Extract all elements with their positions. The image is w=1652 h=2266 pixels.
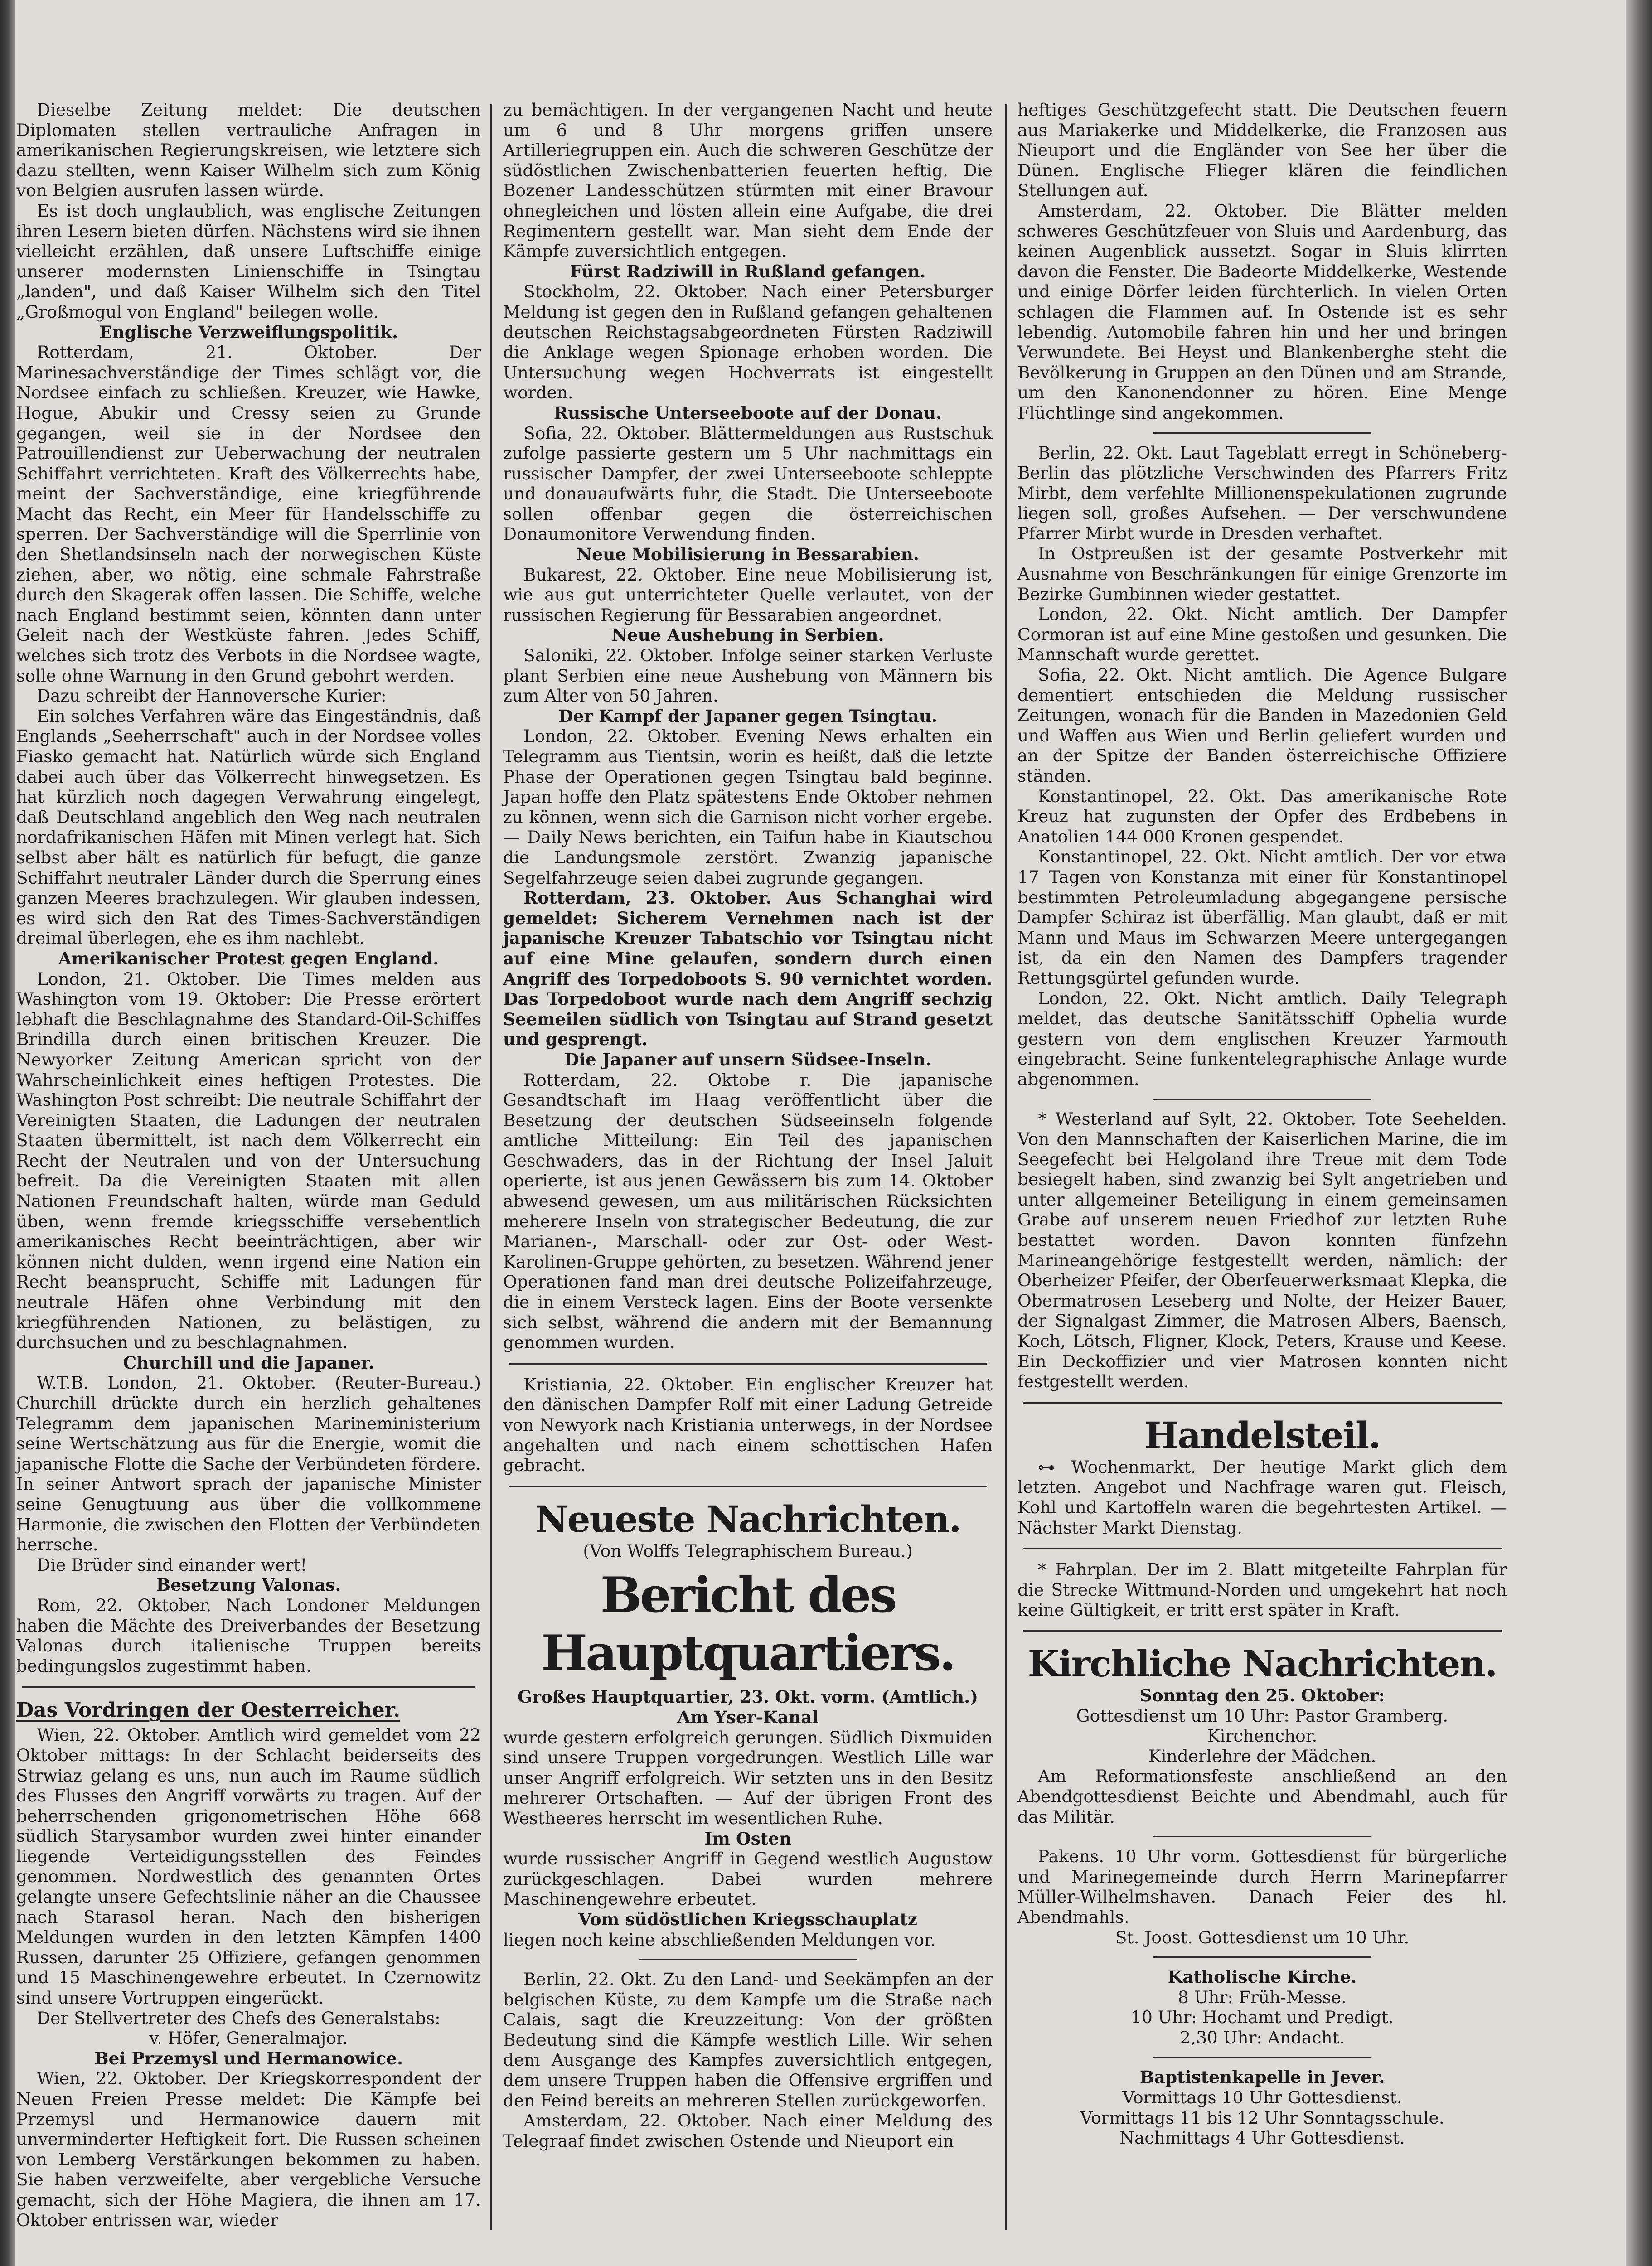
article-paragraph: Stockholm, 22. Oktober. Nach einer Petersburger Meldung ist gegen den in Rußland gefangen gehaltenen deutschen Reichstagsabgeordneten Fürsten Radziwill die Anklage wegen Spionage erhoben worden. Die Untersuchung wegen Hochverrats ist eingestellt worden. — [503, 281, 993, 403]
article-paragraph: Kristiania, 22. Oktober. Ein englischer Kreuzer hat den dänischen Dampfer Rolf mit einer Ladung Getreide von Newyork nach Kristiania unterwegs, in der Nordsee angehalten und nach einem schottischen Hafen gebracht. — [503, 1374, 993, 1476]
divider-rule — [1153, 2057, 1371, 2058]
church-line: Vormittags 11 bis 12 Uhr Sonntagsschule. — [1080, 2107, 1444, 2128]
divider-rule — [1153, 1956, 1371, 1958]
signature-line: v. Höfer, Generalmajor. — [149, 2028, 348, 2048]
divider-rule — [509, 1486, 987, 1487]
article-heading: Besetzung Valonas. — [156, 1575, 341, 1595]
article-paragraph: Ein solches Verfahren wäre das Eingeständnis, daß Englands „Seeherrschaft" auch in der Nordsee volles Fiasko gemacht hat. Natürlich würde sich England dabei auch über das Völkerrecht hinwegsetzen. Es hat kürzlich noch dagegen Verwahrung eingelegt, daß Deutschland angeblich den Weg nach neutralen nordafrikanischen Häfen mit Minen verlegt hat. Sich selbst aber hält es natürlich für befugt, die ganze Schiffahrt neutraler Länder durch die Sperrung eines ganzen Meeres brachzulegen. Wir glauben indessen, es wird sich den Rat des Times-Sachverständigen dreimal überlegen, ehe es ihm nachlebt. — [16, 706, 481, 949]
article-paragraph: Es ist doch unglaublich, was englische Zeitungen ihren Lesern bieten dürfen. Nächstens wird sie ihnen vielleicht erzählen, daß unsere Luftschiffe einige unserer modernsten Linienschiffe in Tsingtau „landen", und daß Kaiser Wilhelm sich den Titel „Großmogul von England" beilegen wolle. — [16, 200, 481, 322]
church-paragraph: Pakens. 10 Uhr vorm. Gottesdienst für bürgerliche und Marinegemeinde durch Herrn Marinepfarrer Müller-Wilhelmshaven. Danach Feier des hl. Abendmahls. — [1017, 1846, 1507, 1927]
article-heading: Am Yser-Kanal — [677, 1707, 819, 1727]
article-heading: Churchill und die Japaner. — [123, 1352, 374, 1373]
article-paragraph: Konstantinopel, 22. Okt. Das amerikanische Rote Kreuz hat zugunsten der Opfer des Erdbebens in Anatolien 144 000 Kronen gespendet. — [1017, 786, 1507, 847]
bericht-heading: Bericht des Hauptquartiers. — [541, 1567, 954, 1682]
church-line: Gottesdienst um 10 Uhr: Pastor Gramberg. — [1076, 1705, 1449, 1726]
article-paragraph: Rotterdam, 22. Oktobe r. Die japanische Gesandtschaft im Haag veröffentlicht über die Besetzung der deutschen Südseeinseln folgende amtliche Mitteilung: Ein Teil des japanischen Geschwaders, das in der Richtung der Insel Jaluit operierte, ist aus jenen Gewässern bis zum 14. Oktober abwesend gewesen, um aus militärischen Rücksichten meherere Inseln von strategischer Bedeutung, die zur Marianen-, Marschall- oder zur Ost- oder West-Karolinen-Gruppe gehörten, zu besetzen. Während jener Operationen fand man drei deutsche Polizeifahrzeuge, die in einem Versteck lagen. Eins der Boote versenkte sich selbst, während die andern mit der Bemannung genommen wurden. — [503, 1070, 993, 1353]
divider-rule — [22, 1686, 475, 1688]
scan-edge-left — [0, 0, 15, 2266]
church-paragraph: Am Reformationsfeste anschließend an den Abendgottesdienst Beichte und Abendmahl, auch für das Militär. — [1017, 1766, 1507, 1827]
divider-rule — [509, 1363, 987, 1365]
church-line: Nachmittags 4 Uhr Gottesdienst. — [1119, 2128, 1405, 2148]
article-paragraph: Sofia, 22. Okt. Nicht amtlich. Die Agence Bulgare dementiert entschieden die Meldung russischer Zeitungen, wonach für die Banden in Mazedonien Geld und Waffen aus Wien und Berlin geliefert wurden und an der Spitze der Banden österreichische Offiziere ständen. — [1017, 665, 1507, 786]
article-paragraph: Berlin, 22. Okt. Laut Tageblatt erregt in Schöneberg-Berlin das plötzliche Verschwinden des Pfarrers Fritz Mirbt, dem verfehlte Millionenspekulationen zugrunde liegen soll, großes Aufsehen. — Der verschwundene Pfarrer Mirbt wurde in Dresden verhaftet. — [1017, 442, 1507, 543]
divider-rule — [1023, 1630, 1502, 1632]
divider-rule — [1023, 1548, 1502, 1549]
section-heading: Das Vordringen der Oesterreicher. — [16, 1699, 401, 1722]
article-paragraph: Sofia, 22. Oktober. Blättermeldungen aus Rustschuk zufolge passierte gestern um 5 Uhr nachmittags ein russischer Dampfer, der zwei Unterseeboote schleppte und donauaufwärts fuhr, die Stadt. Die Unterseeboote sollen offenbar gegen die österreichischen Donaumonitore Verwendung finden. — [503, 423, 993, 544]
divider-rule — [639, 1959, 857, 1960]
church-line: Sonntag den 25. Oktober: — [1139, 1685, 1385, 1705]
article-paragraph: Dieselbe Zeitung meldet: Die deutschen Diplomaten stellen vertrauliche Anfragen in amerikanischen Regierungskreisen, wie letztere sich dazu stellten, wenn Kaiser Wilhelm sich zum König von Belgien ausrufen lassen würde. — [16, 100, 481, 201]
article-heading: Die Japaner auf unsern Südsee-Inseln. — [564, 1049, 931, 1070]
divider-rule — [1153, 1836, 1371, 1837]
column-divider-1 — [490, 104, 492, 2230]
article-paragraph: Amsterdam, 22. Oktober. Die Blätter melden schweres Geschützfeuer von Sluis und Aardenburg, das keinen Augenblick aussetzt. Sogar in Sluis klirrten davon die Fenster. Die Badeorte Middelkerke, Westende und einige Dörfer leiden fürchterlich. In vielen Orten schlagen die Flammen auf. In Ostende ist es sehr lebendig. Automobile fahren hin und her und bringen Verwundete. Bei Heyst und Blankenberghe steht die Bevölkerung in Gruppen an den Dünen und am Strande, um den Kanonendonner zu hören. Eine Menge Flüchtlinge sind angekommen. — [1017, 200, 1507, 423]
article-paragraph: zu bemächtigen. In der vergangenen Nacht und heute um 6 und 8 Uhr morgens griffen unsere Artilleriegruppen ein. Auch die schweren Geschütze der südöstlichen Zwischenbatterien feuerten heftig. Die Bozener Landesschützen stürmten mit einer Bravour ohnegleichen und lösten allein eine Aufgabe, die drei Regimentern gestellt war. Man sieht dem Ende der Kämpfe zuversichtlich entgegen. — [503, 100, 993, 261]
article-paragraph: London, 22. Okt. Nicht amtlich. Der Dampfer Cormoran ist auf eine Mine gestoßen und gesunken. Die Mannschaft wurde gerettet. — [1017, 604, 1507, 665]
article-paragraph: ⊶ Wochenmarkt. Der heutige Markt glich dem letzten. Angebot und Nachfrage waren gut. Fleisch, Kohl und Kartoffeln waren die begehrtesten Artikel. — Nächster Markt Dienstag. — [1017, 1457, 1507, 1538]
article-heading: Fürst Radziwill in Rußland gefangen. — [570, 261, 926, 281]
article-paragraph: Rom, 22. Oktober. Nach Londoner Meldungen haben die Mächte des Dreiverbandes der Besetzung Valonas durch italienische Truppen bereits bedingungslos zugestimmt haben. — [16, 1595, 481, 1676]
article-paragraph: London, 22. Okt. Nicht amtlich. Daily Telegraph meldet, das deutsche Sanitätsschiff Ophelia wurde gestern von dem englischen Kreuzer Yarmouth eingebracht. Seine funkentelegraphische Anlage wurde abgenommen. — [1017, 988, 1507, 1089]
column-2 — [503, 100, 993, 2151]
divider-rule — [1153, 432, 1371, 434]
article-paragraph: Konstantinopel, 22. Okt. Nicht amtlich. Der vor etwa 17 Tagen von Konstanza mit einer für Konstantinopel bestimmten Petroleumladung abgegangene persische Dampfer Schiraz ist überfällig. Man glaubt, daß er mit Mann und Maus im Schwarzen Meere untergegangen ist, da ein den Namen des Dampfers tragender Rettungsgürtel gefunden wurde. — [1017, 847, 1507, 988]
article-paragraph-bold: Rotterdam, 23. Oktober. Aus Schanghai wird gemeldet: Sicherem Vernehmen nach ist der japanische Kreuzer Tabatschio vor Tsingtau nicht auf eine Mine gelaufen, sondern durch einen Angriff des Torpedoboots S. 90 vernichtet worden. Das Torpedoboot wurde nach dem Angriff sechzig Seemeilen südlich von Tsingtau auf Strand gesetzt und gesprengt. — [503, 888, 993, 1050]
church-line: Kirchenchor. — [1207, 1726, 1318, 1746]
article-heading: Der Kampf der Japaner gegen Tsingtau. — [558, 706, 938, 726]
handelsteil-heading: Handelsteil. — [1144, 1414, 1381, 1457]
dateline: Großes Hauptquartier, 23. Okt. vorm. (Amtlich.) — [518, 1687, 978, 1707]
article-paragraph: Saloniki, 22. Oktober. Infolge seiner starken Verluste plant Serbien eine neue Aushebung von Männern bis zum Alter von 50 Jahren. — [503, 645, 993, 706]
article-heading: Vom südöstlichen Kriegsschauplatz — [578, 1909, 918, 1929]
article-paragraph: Dazu schreibt der Hannoversche Kurier: — [37, 686, 387, 706]
article-paragraph: Der Stellvertreter des Chefs des Generalstabs: — [37, 2008, 441, 2028]
article-heading: Neue Aushebung in Serbien. — [611, 625, 884, 645]
kirchliche-heading: Kirchliche Nachrichten. — [1027, 1642, 1497, 1685]
article-paragraph: London, 21. Oktober. Die Times melden aus Washington vom 19. Oktober: Die Presse erörtert lebhaft die Beschlagnahme des Standard-Oil-Schiffes Brindilla durch einen britischen Kreuzer. Die Newyorker Zeitung American spricht von der Wahrscheinlichkeit eines heftigen Protestes. Die Washington Post schreibt: Die neutrale Schiffahrt der Vereinigten Staaten, die Ladungen der neutralen Staaten übermittelt, ist nach dem Völkerrecht ein Recht der Neutralen und von der Untersuchung befreit. Da die Vereinigten Staaten mit allen Nationen Freundschaft halten, würde man Geduld üben, wenn fremde kriegsschiffe versehentlich amerikanisches Recht beeinträchtigen, aber wir können nicht dulden, wenn irgend eine Nation ein Recht beansprucht, Schiffe mit Ladungen für neutrale Häfen ohne Verbindung mit den kriegführenden Nationen, zu belästigen, zu durchsuchen und zu beschlagnahmen. — [16, 968, 481, 1353]
article-paragraph: W.T.B. London, 21. Oktober. (Reuter-Bureau.) Churchill drückte durch ein herzlich gehaltenes Telegramm dem japanischen Marineministerium seine Wertschätzung aus für die Energie, womit die japanische Flotte die Sache der Verbündeten fördere. In seiner Antwort sprach der japanische Minister seine Genugtuung aus über die vollkommene Harmonie, die zwischen den Flotten der Verbündeten herrsche. — [16, 1373, 481, 1555]
article-paragraph: wurde gestern erfolgreich gerungen. Südlich Dixmuiden sind unsere Truppen vorgedrungen. Westlich Lille war unser Angriff erfolgreich. Wir setzten uns in den Besitz mehrerer Ortschaften. — Auf der übrigen Front des Westheeres herrscht im wesentlichen Ruhe. — [503, 1727, 993, 1828]
scan-edge-right — [1626, 0, 1652, 2266]
article-heading: Bei Przemysl und Hermanowice. — [94, 2048, 403, 2068]
article-heading: Neue Mobilisierung in Bessarabien. — [577, 544, 919, 565]
article-heading: Englische Verzweiflungspolitik. — [99, 322, 398, 342]
article-paragraph: In Ostpreußen ist der gesamte Postverkehr mit Ausnahme von Beschränkungen für einige Grenzorte im Bezirke Gumbinnen wieder gestattet. — [1017, 543, 1507, 604]
article-paragraph: heftiges Geschützgefecht statt. Die Deutschen feuern aus Mariakerke und Middelkerke, die Franzosen aus Nieuport und die Engländer von See her über die Dünen. Englische Flieger klären die feindlichen Stellungen auf. — [1017, 100, 1507, 201]
article-paragraph: Bukarest, 22. Oktober. Eine neue Mobilisierung ist, wie aus gut unterrichteter Quelle verlautet, von der russischen Regierung für Bessarabien angeordnet. — [503, 564, 993, 625]
wolff-subtitle: (Von Wolffs Telegraphischem Bureau.) — [583, 1540, 913, 1561]
divider-rule — [1153, 1099, 1371, 1100]
article-paragraph: * Fahrplan. Der im 2. Blatt mitgeteilte Fahrplan für die Strecke Wittmund-Norden und umgekehrt hat noch keine Gültigkeit, er tritt erst später in Kraft. — [1017, 1559, 1507, 1620]
article-paragraph: Berlin, 22. Okt. Zu den Land- und Seekämpfen an der belgischen Küste, zu dem Kampfe um die Straße nach Calais, sagt die Kreuzzeitung: Von der größten Bedeutung sind die Kämpfe westlich Lille. Wir sehen dem Ausgange des Kampfes zuversichtlich entgegen, dem unsere Truppen haben die Offensive ergriffen und den Feind bereits an mehreren Stellen zurückgeworfen. — [503, 1969, 993, 2111]
article-paragraph: Amsterdam, 22. Oktober. Nach einer Meldung des Telegraaf findet zwischen Ostende und Nieuport ein — [503, 2111, 993, 2151]
church-heading: Katholische Kirche. — [1168, 1967, 1357, 1987]
church-line: 2,30 Uhr: Andacht. — [1180, 2027, 1345, 2048]
church-line: 8 Uhr: Früh-Messe. — [1177, 1987, 1347, 2007]
church-line: Kinderlehre der Mädchen. — [1148, 1746, 1376, 1766]
article-paragraph: Wien, 22. Oktober. Amtlich wird gemeldet vom 22 Oktober mittags: In der Schlacht beiderseits des Strwiaz gelang es uns, nun auch im Raume südlich des Flusses den Angriff vorwärts zu tragen. Auf der beherrschenden grigonometrischen Höhe 668 südlich Starysambor wurden zwei hinter einander liegende Verteidigungsstellen des Feindes genommen. Nordwestlich des genannten Ortes gelangte unsere Gefechtslinie näher an die Chaussee nach Starasol heran. Nach den bisherigen Meldungen wurden in den letzten Kämpfen 1400 Russen, darunter 25 Offiziere, gefangen genommen und 15 Maschinengewehre erbeutet. In Czernowitz sind unsere Vortruppen eingerückt. — [16, 1725, 481, 2008]
article-heading: Russische Unterseeboote auf der Donau. — [553, 402, 942, 423]
church-line: St. Joost. Gottesdienst um 10 Uhr. — [1115, 1927, 1410, 1947]
column-3 — [1017, 100, 1507, 2148]
article-paragraph: London, 22. Oktober. Evening News erhalten ein Telegramm aus Tientsin, worin es heißt, daß die letzte Phase der Operationen gegen Tsingtau bald beginne. Japan hoffe den Platz spätestens Ende Oktober nehmen zu können, wenn sich die Garnison nicht vorher ergebe. — Daily News berichten, ein Taifun habe in Kiautschou die Landungsmole zerstört. Zwanzig japanische Segelfahrzeuge seien dabei zugrunde gegangen. — [503, 726, 993, 888]
article-heading: Amerikanischer Protest gegen England. — [58, 948, 439, 968]
article-heading: Im Osten — [704, 1828, 792, 1849]
article-paragraph: Die Brüder sind einander wert! — [37, 1554, 307, 1575]
divider-rule — [1023, 1402, 1502, 1404]
church-line: Vormittags 10 Uhr Gottesdienst. — [1122, 2087, 1402, 2108]
article-paragraph: Rotterdam, 21. Oktober. Der Marinesachverständige der Times schlägt vor, die Nordsee einfach zu schließen. Kreuzer, wie Hawke, Hogue, Abukir und Cressy seien zu Grunde gegangen, weil sie in der Nordsee den Patrouillendienst zur Ueberwachung der neutralen Schiffahrt verrichteten. Kraft des Völkerrechts habe, meint der Sachverständige, eine kriegführende Macht das Recht, ein Meer für Handelsschiffe zu sperren. Der Sachverständige will die Sperrlinie von den Shetlandsinseln nach der norwegischen Küste ziehen, aber, wo nötig, eine schmale Fahrstraße durch den Skagerak offen lassen. Die Schiffe, welche nach England bestimmt seien, könnten dann unter Geleit nach der Westküste fahren. Jedes Schiff, welches sich trotz des Verbots in die Nordsee wagte, solle ohne Warnung in den Grund gebohrt werden. — [16, 342, 481, 686]
article-paragraph: Wien, 22. Oktober. Der Kriegskorrespondent der Neuen Freien Presse meldet: Die Kämpfe bei Przemysl und Hermanowice dauern mit unverminderter Heftigkeit fort. Die Russen scheinen von Lemberg Verstärkungen bekommen zu haben. Sie haben verzweifelte, aber vergebliche Versuche gemacht, sich der Höhe Magiera, die ihnen am 17. Oktober entrissen war, wieder — [16, 2068, 481, 2230]
neueste-nachrichten-heading: Neueste Nachrichten. — [535, 1497, 961, 1540]
article-paragraph: * Westerland auf Sylt, 22. Oktober. Tote Seehelden. Von den Mannschaften der Kaiserlichen Marine, die im Seegefecht bei Helgoland ihre Treue mit dem Tode besiegelt haben, sind zwanzig bei Sylt angetrieben und unter allgemeiner Beteiligung in einem gemeinsamen Grabe auf unserem neuen Friedhof zur letzten Ruhe bestattet worden. Davon konnten fünfzehn Marineangehörige festgestellt werden, nämlich: der Oberheizer Pfeifer, der Oberfeuerwerksmaat Klepka, die Obermatrosen Leseberg und Nolte, der Heizer Bauer, der Signalgast Zimmer, die Matrosen Albers, Baensch, Koch, Lötsch, Fligner, Klock, Peters, Krause und Keese. Ein Deckoffizier und vier Matrosen konnten nicht festgestellt werden. — [1017, 1109, 1507, 1392]
article-paragraph: liegen noch keine abschließenden Meldungen vor. — [503, 1929, 936, 1950]
article-paragraph: wurde russischer Angriff in Gegend westlich Augustow zurückgeschlagen. Dabei wurden mehrere Maschinengewehre erbeutet. — [503, 1849, 993, 1909]
church-line: 10 Uhr: Hochamt und Predigt. — [1131, 2007, 1394, 2028]
column-divider-2 — [1005, 104, 1007, 2230]
church-heading: Baptistenkapelle in Jever. — [1139, 2067, 1385, 2087]
column-1 — [16, 100, 481, 2230]
